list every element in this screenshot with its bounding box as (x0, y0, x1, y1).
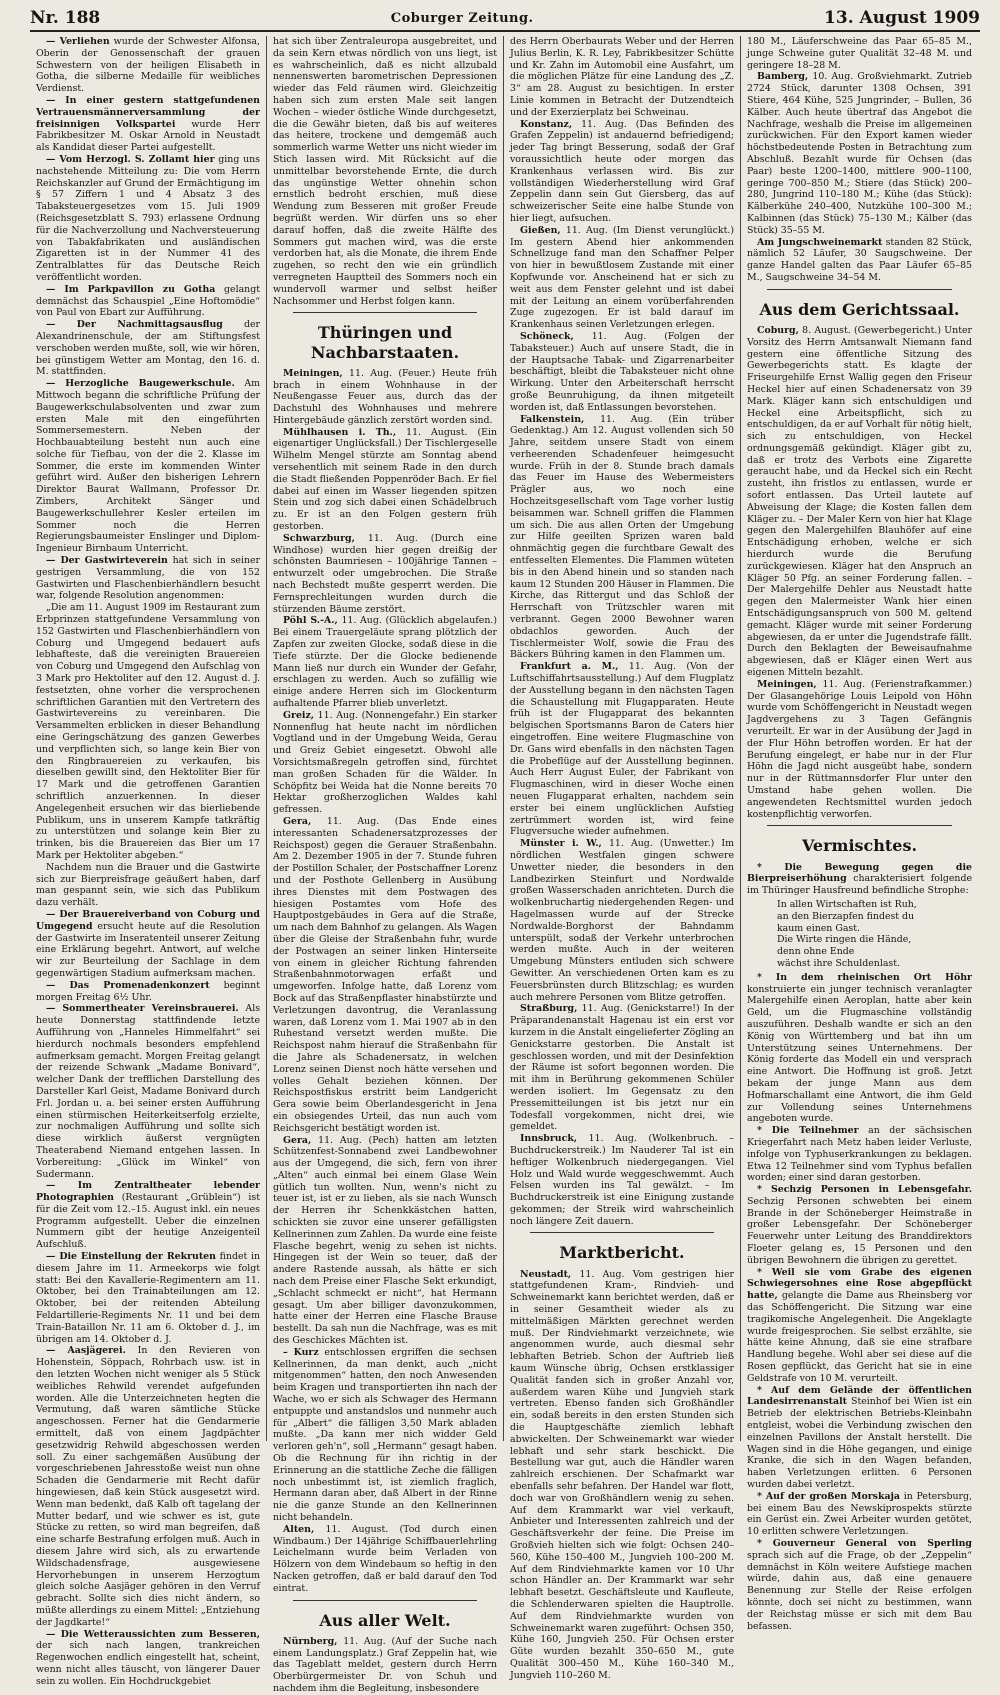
article-text: der sich nach langen, trankreichen Regenwochen endlich eingestellt hat, scheint, wenn nicht alles täuscht, von längerer Dauer sein zu wollen. Ein Hochdruckgebiet (36, 1640, 260, 1687)
article-lead: Falkenstein, (520, 413, 585, 425)
article-paragraph (747, 36, 972, 71)
article-text: 11. Aug. (Im Dienst verunglückt.) Im gestern Abend hier ankommenden Schnellzuge fand man den Schaffner Pelper von hier in bewußtlosem Zustande mit einer Kopfwunde vor. Anscheinend hat er sich zu weit aus dem Fenster gelehnt und ist dabei mit der Leitung an einem vorüberfahrenden Zuge zugezogen. Er ist bald darauf im Krankenhaus seinen Verletzungen erlegen. (510, 224, 734, 331)
article-paragraph (273, 427, 497, 533)
article-lead: — Herzogliche Baugewerkschule. (46, 378, 235, 390)
article-text: der Alexandrinenschule, der am Stiftungsfest verschoben werden mußte, soll, wie wir hören, bei günstigem Wetter am Montag, den 16. d. M. stattfinden. (36, 319, 260, 378)
article-lead: Coburg, (757, 324, 799, 336)
article-text: ersucht heute auf die Resolution der Gastwirte im Inseratenteil unserer Zeitung eine Erklärung begehrt. Antwort, auf welche wir zur Beurteilung der Sachlage in dem gegenwärtigen Stadium aufmerksam machen. (36, 920, 260, 979)
article-paragraph (36, 95, 260, 154)
article-text: 11. Aug. (Ferienstrafkammer.) Der Glasangehörige Louis Leipold von Höhn wurde vom Schöffengericht in Neustadt wegen Jagdvergehens zu 3 Tagen Gefängnis verurteilt. Er war in der Ausübung der Jagd in der Flur Höhn betroffen worden. Er hat der Berufung eingelegt, er habe nur in der Flur Höhn die Jagd nicht ausgeübt habe, sondern nur in der Rüttmannsdorfer Flur unter den Umstand habe gehen wollen. Die angewendeten Rechtsmittel wurden jedoch kostenpflichtig verworfen. (747, 678, 972, 820)
article-text: 11. Aug. (Durch eine Windhose) wurden hier gegen dreißig der schönsten Baumriesen – 100jährige Tannen – entwurzelt oder umgebrochen. Die Straße nach Bechstedt mußte gesperrt werden. Die Fernsprechleitungen wurden durch die stürzenden Bäume zerstört. (273, 532, 497, 615)
section-heading: Marktbericht. (559, 1243, 685, 1263)
article-paragraph (36, 154, 260, 284)
section-rule (767, 825, 952, 826)
article-text: wurde Herr Fabrikbesitzer M. Oskar Arnold in Neustadt als Kandidat dieser Partei aufgestellt. (36, 118, 260, 154)
section-rule (293, 312, 477, 313)
article-text: 11. Aug. (Das Befinden des Grafen Zeppelin) ist andauernd befriedigend; jeder Tag bringt Besserung, sodaß der Graf voraussichtlich heute oder morgen das Krankenhaus verlassen wird. Bis zur vollständigen Wiederherstellung wird Graf Zeppelin dann sein Gut Giersberg, das auf schweizerischer Seite eine halbe Stunde von hier liegt, aufsuchen. (510, 118, 734, 224)
article-lead: — Vom Herzogl. S. Zollamt hier (46, 153, 215, 165)
article-paragraph (273, 710, 497, 816)
article-lead: Frankfurt a. M., (520, 661, 619, 673)
columns (30, 36, 980, 1694)
poem-line: wächst ihre Schuldenlast. (777, 957, 900, 969)
article-text: 11. Aug. Vom gestrigen hier stattgefundenen Kram-, Rindvieh- und Schweinemarkt kann berichtet werden, daß er in seiner Gesamtheit wieder als zu mittelmäßigen Märkten gerechnet werden muß. Der Rindviehmarkt verzeichnete, wie angenommen wurde, auch diesmal sehr lebhaften Betrieb. Schon der Auftrieb ließ kaum Wünsche übrig, Ochsen erstklassiger Qualität fanden sich in großer Anzahl vor, außerdem waren Kühe und Jungvieh stark vertreten. Ebenso fanden sich Großhändler ein, sodaß bereits in den ersten Stunden sich die Hauptgeschäfte ziemlich lebhaft abwickelten. Der Schweinemarkt war wieder lebhaft und sehr stark beschickt. Die Bestellung war gut, auch die Händler waren zahlreich erschienen. Der Schafmarkt war ebenfalls sehr befahren. Der Handel war flott, doch war von Großhändlern wenig zu sehen. Auf dem Krammarkt war viel verkauft, Anbieter und Interessenten zahlreich und der Geschäftsverkehr der feine. Die Preise im Großvieh hielten sich wie folgt: Ochsen 240–560, Kühe 150–400 M., Jungvieh 100–200 M. Auf dem Rindviehmarkte kamen vor 10 Uhr schon Händler an. Der Krammarkt war sehr lebhaft besetzt. Geschäftsleute und Kaufleute, die Schlenderwaren spielten die Hauptrolle. Auf dem Rindviehmarkte wurden von Schweinemarkt waren zugeführt: Ochsen 350, Kühe 160, Jungvieh 250. Für Ochsen erster Güte wurden bezahlt 350–650 M., gute Qualität 300–450 M., Kühe 160–340 M., Jungvieh 110–260 M. (510, 1268, 734, 1681)
article-text: 11. Aug. (Folgen der Tabaksteuer.) Auch auf unsere Stadt, die in der Hauptsache Tabak- und Zigarrenarbeiter beschäftigt, bleibt die Tabaksteuer nicht ohne Wirkung. Unter den Arbeiterschaft herrscht große Beunruhigung, da ihnen mitgeteilt worden ist, daß Entlassungen bevorstehen. (510, 330, 734, 413)
article-text: findet in diesem Jahre im 11. Armeekorps wie folgt statt: Bei den Kavallerie-Regimentern am 11. Oktober, bei den Trainabteilungen am 12. Oktober, bei der reitenden Abteilung Feldartillerie-Regiments Nr. 11 und bei dem Train-Bataillon Nr. 11 am 6. Oktober d. J., im übrigen am 14. Oktober d. J. (36, 1251, 260, 1345)
article-lead: Alten, (283, 1523, 315, 1535)
article-text: Sechzig Personen schwebten bei einem Brande in der Schöneberger Heimstraße in großer Lebensgefahr. Der Schöneberger Feuerwehr unter Leitung des Branddirektors Floeter gelang es, 15 Personen und den übrigen Bewohnern die übrigen zu gerettet. (747, 1195, 972, 1266)
article-paragraph (273, 368, 497, 427)
column-4 (741, 36, 978, 1632)
article-text: Steinhof bei Wien ist ein Betrieb der elektrischen Betriebs-Kleinbahn entgleist, wobei die Verbindung zwischen den einzelnen Pavillons der Anstalt herstellt. Die Wagen sind in die Höhe gegangen, und einige Kranke, die sich in den Wagen befanden, haben Verletzungen erlitten. 6 Personen wurden dabei verletzt. (747, 1396, 972, 1491)
article-lead: Meiningen, (757, 678, 817, 690)
article-text: gelangte die Dame aus Rheinsberg vor das Schöffengericht. Die Sitzung war eine tragikomische Angelegenheit. Die Angeklagte wurde freigesprochen. Sie selbst erzählte, sie hätte keine Ahnung, daß sie eine strafbare Handlung begehe. Wohl aber sei diese auf die Rosen gepflückt, das Gericht hat sie in eine Geldstrafe von 10 M. verurteilt. (747, 1290, 972, 1384)
article-paragraph (36, 36, 260, 95)
poem-line: Die Wirte ringen die Hände, (777, 934, 912, 946)
article-text: des Herrn Oberbaurats Weber und der Herren Julius Berlin, K. R. Ley, Fabrikbesitzer Schütte und Kr. Zahn im Automobil eine Ausfahrt, um die möglichen Plätze für eine Landung des „Z. 3“ am 28. August zu besichtigen. In erster Linie kommen in Betracht der Dutzendteich und der Exerzierplatz bei Schweinau. (510, 36, 734, 118)
article-lead: — Aasjägerei. (46, 1345, 126, 1357)
column-2 (267, 36, 504, 1694)
article-text: in Petersburg, bei einem Bau des Newskiprospekts stürzte ein Gerüst ein. Zwei Arbeiter wurden getötet, 10 erlitten schwere Verletzungen. (747, 1490, 972, 1538)
article-text: wurde der Schwester Alfonsa, Oberin der Genossenschaft der grauen Schwestern von der heiligen Elisabeth in Gotha, die silberne Medaille für weibliches Verdienst. (36, 36, 260, 95)
article-paragraph (273, 1524, 497, 1595)
article-text: 11. Aug. (Von der Luftschiffahrtsausstellung.) Auf dem Flugplatz der Ausstellung begann in den nächsten Tagen die Schaustellung mit Flugapparaten. Heute früh ist der Flugapparat des bekannten belgischen Sportsmanns Baron de Caters hier eingetroffen. Eine weitere Flugmaschine von Dr. Gans wird ebenfalls in den nächsten Tagen die Probeflüge auf der Ausstellung beginnen. Auch Herr August Euler, der Fabrikant von Flugmaschinen, wird in dieser Woche einen neuen Flugapparat erhalten, nachdem sein erster bei einem unglücklichen Aufstieg zertrümmert worden ist, wird feine Flugversuche wieder aufnehmen. (510, 661, 734, 838)
article-lead: Gera, (283, 815, 312, 827)
article-lead: — Der Nachmittagsausflug (46, 319, 223, 331)
article-paragraph (510, 661, 734, 838)
article-lead: Greiz, (283, 709, 315, 721)
article-lead: — Verliehen (46, 36, 110, 47)
article-paragraph (747, 71, 972, 236)
article-lead: * Die Bewegung gegen die Bierpreiserhöhung (747, 861, 972, 885)
article-paragraph (747, 1385, 972, 1491)
article-lead: Nürnberg, (283, 1635, 338, 1647)
article-lead: — In einer gestern stattgefundenen Vertrauensmännerversammlung der freisinnigen Volkspartei (36, 94, 260, 130)
section-heading: Thüringen und Nachbarstaaten. (310, 323, 460, 362)
article-paragraph (36, 555, 260, 602)
article-text: charakterisiert folgende im Thüringer Hausfreund befindliche Strophe: (747, 873, 972, 897)
article-paragraph (36, 862, 260, 909)
article-paragraph (273, 1347, 497, 1524)
article-lead: * In dem rheinischen Ort Höhr (757, 971, 972, 983)
article-text: sprach sich auf die Frage, ob der „Zeppelin“ demnächst in Köln weitere Aufstiege machen würde, dahin aus, daß eine genauere Benennung zur Stelle der Reise erfolgen könnte, doch sei nicht zu bestimmen, wann der Reichstag müsse er sich mit dem Bau befassen. (747, 1549, 972, 1632)
article-paragraph (36, 1629, 260, 1688)
article-text: entschlossen ergriffen die sechsen Kellnerinnen, da man denkt, auch „nicht mitgenommen“ hatten, den noch Anwesenden beim Kragen und transportierten ihn nach der Wache, wo er sich als Schwager des Hermann entpuppte und anstandslos und nunmehr auch für „Albert“ die fälligen 3,50 Mark abladen mußte. „Da kann mer nich widder Geld verloren geh'n“, soll „Hermann“ gesagt haben. Ob die Rechnung für ihn richtig in der Erinnerung an die stattliche Zeche die fälligen noch unbestimmt ist, ist ziemlich fraglich, Hermann daran aber, daß Albert in der Rinne nie die ganze Stunde an den Kellnerinnen nicht behandeln. (273, 1346, 497, 1523)
article-lead: Schöneck, (520, 330, 574, 342)
article-lead: Mühlhausen i. Th., (283, 426, 397, 438)
article-text: an der sächsischen Kriegerfahrt nach Metz haben leider Verluste, infolge von Typhuserkrankungen zu beklagen. Etwa 12 Teilnehmer sind vom Typhus befallen worden; einer sind daran gestorben. (747, 1125, 972, 1184)
article-text: 11. Aug. (Pech) hatten am letzten Schützenfest-Sonnabend zwei Landbewohner aus der Umgegend, die sich, fern von ihrer „Alten“ auch einmal bei einem Glase Wein gütlich tun wollten. Nun, wenn's nicht zu teuer ist, ist er zu lieben, als sie nach Wunsch der Herren ihr Schenkkästchen hatten, schickten sie zuvor eine unserer gefälligsten Kellnerinnen zum Zahlen. Da wurde eine feiste Flasche begehrt, wenig zu sehen ist nichts. Hingegen ist der Wein so teuer, daß der andere Rastende aussah, als hätte er sich nach dem Preise einer Flasche Sekt erkundigt, „Schlacht schmeckt er nicht“, hat Hermann gesagt. Um aber billiger davonzukommen, hatte einer der Herren eine Flasche Brause bestellt. Da sah nun die Nachfrage, was es mit des Geschickes Mächten ist. (273, 1134, 497, 1347)
masthead (30, 6, 980, 32)
article-lead: — Im Zentraltheater lebender Photographien (36, 1180, 260, 1204)
article-paragraph (747, 972, 972, 1125)
article-paragraph (273, 36, 497, 307)
article-lead: — Im Parkpavillon zu Gotha (46, 283, 216, 295)
poem-line: In allen Wirtschaften ist Ruh, (777, 898, 917, 910)
article-lead: Straßburg, (520, 1003, 578, 1015)
article-paragraph (36, 1345, 260, 1628)
article-lead: Gießen, (520, 224, 561, 236)
section-heading: Aus dem Gerichtssaal. (759, 299, 960, 319)
article-paragraph (36, 909, 260, 980)
article-text: hat sich über Zentraleuropa ausgebreitet, und da sein Kern etwas nördlich von uns liegt, ist es wahrscheinlich, daß es nicht allzubald nennenswerten barometrischen Depressionen wieder das Feld räumen wird. Gleichzeitig haben sich zum ersten Male seit langen Wochen – wieder östliche Winde durchgesetzt, die die Gewähr bieten, daß bis auf weiteres das heitere, trockene und demgemäß auch sommerlich warme Wetter uns nicht wieder im Stich lassen wird. Mit Rücksicht auf die unmittelbar bevorstehende Ernte, die durch das ungünstige Wetter ohnehin schon ernstlich bedroht erschien, muß diese Wendung zum Besseren mit großer Freude begrüßt werden. Wir dürfen uns so eher darauf hoffen, daß die zweite Hälfte des Sommers gut machen wird, was die erste verdorben hat, als die Monate, die ihrem Ende zugehen, so recht den wie ein gründlich verregneten Hauptteil des Sommers noch ein wundervoll warmer und selbst heißer Nachsommer und Herbst folgen kann. (273, 36, 497, 307)
article-text: „Die am 11. August 1909 im Restaurant zum Erbprinzen stattgefundene Versammlung von 152 Gastwirten und Flaschenbierhändlern von Coburg und Umgegend bedauert aufs lebhafteste, daß die vereinigten Brauereien von Coburg und Umgegend den Aufschlag von 3 Mark pro Hektoliter auf den 12. August d. J. festsetzten, ohne vorher die versprochenen schriftlichen Garantien mit den Vertretern des Gastwirtevereins zu vereinbaren. Die Versammelten erblicken in dieser Behandlung eine Geringschätzung des ganzen Gewerbes und verpflichten sich, so lange kein Bier von den Ringbrauereien zu verkaufen, bis dieselben gewillt sind, den Hektoliter Bier für 17 Mark und die getroffenen Garantien schriftlich anzuerkennen. In dieser Angelegenheit ersuchen wir das bierliebende Publikum, uns in unserem Kampfe tatkräftig zu unterstützen und solange kein Bier zu trinken, bis die Brauereien das Bier um 17 Mark per Hektoliter abgeben.“ (36, 602, 260, 861)
article-lead: Konstanz, (520, 118, 573, 130)
article-paragraph (747, 325, 972, 679)
article-paragraph (747, 1184, 972, 1267)
article-text: 8. August. (Gewerbegericht.) Unter Vorsitz des Herrn Amtsanwalt Niemann fand gestern eine öffentliche Sitzung des Gewerbegerichts statt. Es klagte der Friseurgehilfe Ernst Wallig gegen den Friseur Heckel hier auf einen Schadenersatz von 39 Mark. Kläger kann sich entschuldigen und Heckel eine Arbeitspflicht, sich zu entschuldigen, da er auf Vorhalt für nötig hielt, sich zu entschuldigen, von Heckel ordnungsgemäß gekündigt. Kläger gibt zu, daß er trotz des Verbots eine Zigarette geraucht habe, und da Heckel sich ein Recht zusteht, ihn fristlos zu entlassen, wurde er sofort entlassen. Das Urteil lautete auf Abweisung der Klage; die Kosten fallen dem Kläger zu. – Der Maler Kern von hier hat Klage gegen den Malergehilfen Blauhöfer auf eine Entschädigung erhoben, welche er sich hierdurch wurde die Berufung zurückgewiesen. Kläger hat den Anspruch an Kläger 50 Pfg. an seiner Forderung fallen. – Der Malergehilfe Dehler aus Neustadt hatte gegen den Malermeister Wank hier einen Entschädigungsanspruch von 500 M. geltend gemacht. Kläger wurde mit seiner Forderung abgewiesen, da er unter die Jugendstrafe fällt. Durch den Beklagten der Beweisaufnahme abgewiesen, daß er Kläger einen Wert aus eigenen Mitteln bezahlt. (747, 324, 972, 679)
poem-line: kaum einen Gast. (777, 922, 860, 934)
article-paragraph (747, 862, 972, 897)
article-paragraph (36, 1180, 260, 1251)
article-lead: — Das Promenadenkonzert (46, 979, 210, 991)
article-paragraph (747, 1125, 972, 1184)
article-text: Nachdem nun die Brauer und die Gastwirte sich zur Bierpreisfrage geäußert haben, darf man gespannt sein, wie sich das Publikum dazu verhält. (36, 861, 260, 909)
article-lead: * Weil sie vom Grabe des eigenen Schwiegersohnes eine Rose abgepflückt hatte, (747, 1266, 972, 1302)
article-lead: — Die Wetteraussichten zum Besseren, (46, 1628, 260, 1640)
article-text: 11. Aug. (Wolkenbruch. – Buchdruckerstreik.) Im Nauderer Tal ist ein heftiger Wolkenbruch niedergegangen. Viel Holz und Wald wurde weggeschwemmt. Auch Felsen wurden ins Tal gewälzt. – Im Buchdruckerstreik ist eine Einigung zustande gekommen; der Streik wird wahrscheinlich noch längere Zeit dauern. (510, 1133, 734, 1227)
article-paragraph (36, 1003, 260, 1180)
section-rule (530, 1232, 714, 1233)
article-lead: * Auf dem Gelände der öffentlichen Landesirrenanstalt (747, 1384, 972, 1408)
article-text: Als heute Donnerstag stattfindende letzte Aufführung von „Hanneles Himmelfahrt“ sei hierdurch nochmals besonders empfehlend aufmerksam gemacht. Morgen Freitag gelangt der reizende Schwank „Madame Bonivard“, welcher Dank der trefflichen Darstellung des Darsteller Karl Geist, Madame Bonivard durch Frl. Jordan u. a. bei seiner ersten Aufführung einen stürmischen Heiterkeitserfolg erzielte, zur nochmaligen Aufführung und sollte sich diese wirklich äußerst vergnügten Theaterabend Niemand entgehen lassen. In Vorbereitung: „Glück im Winkel“ von Sudermann. (36, 1003, 261, 1180)
poem (777, 899, 972, 970)
article-lead: Bamberg, (757, 71, 809, 83)
section-heading: Aus aller Welt. (319, 1610, 451, 1630)
article-text: hat sich in seiner gestrigen Versammlung, die von 152 Gastwirten und Flaschenbierhändlern besucht war, folgende Resolution angenommen: (36, 555, 261, 602)
article-paragraph (273, 615, 497, 709)
article-paragraph (747, 237, 972, 284)
article-lead: * Gouverneur General von Sperling (757, 1538, 972, 1549)
article-paragraph (510, 225, 734, 331)
section-rule (293, 1600, 477, 1601)
article-text: 11. Aug. (Auf der Suche nach einem Landungsplatz.) Graf Zeppelin hat, wie das Tageblatt meldet, gestern durch Herrn Oberbürgermeister Dr. von Schuh und nachdem ihm die Begleitung, insbesondere (273, 1635, 497, 1694)
article-text: konstruierte ein junger technisch veranlagter Malergehilfe einen Aeroplan, hatte aber kein Geld, um die Flugmaschine vollständig auszuführen. Deshalb wandte er sich an den König von Württemberg und bat ihn um Unterstützung seines Unternehmens. Der König forderte das Modell ein und versprach eine Antwort. Die Hoffnung ist groß. Jetzt bekam der junge Mann aus dem Hofmarschallamt eine Antwort, die ihm Geld zur Vollendung seines Unternehmens angeboten wurde. (747, 983, 972, 1125)
article-paragraph (273, 816, 497, 1135)
section-rule (767, 289, 952, 290)
article-paragraph (36, 1251, 260, 1345)
article-lead: Pöhl S.-A., (283, 615, 338, 627)
article-paragraph (36, 319, 260, 378)
article-text: 11. Aug. (Ein trüber Gedenktag.) Am 12. August vollenden sich 50 Jahre, seitdem unsere Stadt von einem verheerenden Schadenfeuer heimgesucht wurde. Früh in der 8. Stunde brach damals das Feuer im Hause des Webermeisters Prägler aus, wo noch eine Hochzeitsgesellschaft vom Tage vorher lustig beisammen war. Schnell griffen die Flammen um sich. Die aus allen Orten der Umgebung zur Hilfe geeilten Sprizen waren bald ohnmächtig gegen die furchtbare Gewalt des entfesselten Elementes. Die Flammen wüteten bis in den Abend hinein und so standen nach kaum 12 Stunden 200 Häuser in Flammen. Die Kirche, das Rittergut und das Schloß der Herrschaft von Trützschler waren mit verbrannt. Gegen 2000 Bewohner waren obdachlos geworden. Auch der Tischlermeister Wolf, sowie die Frau des Bäckers Bühring kamen in den Flammen um. (510, 413, 734, 661)
article-text: Am Mittwoch begann die schriftliche Prüfung der Baugewerkschulabsolventen und zwar zum ersten Male mit den eingeführten Sommersemestern. Neben der Hochbauabteilung besteht nun auch eine solche für Tiefbau, von der die 2. Klasse im Sommer, die erste im kommenden Winter geführt wird. Außer den bisherigen Lehrern Direktor Baurat Wallmann, Professor Dr. Zimbers, Architekt Sänger und Baugewerkschullehrer Kesler erteilen im Sommer noch die Herren Regierungsbaumeister Enslinger und Diplom-Ingenieur Birnbaum Unterricht. (36, 378, 260, 555)
paper-title: Coburger Zeitung. (390, 10, 534, 26)
article-lead: * Auf der großen Morskaja (757, 1490, 900, 1502)
article-text: beginnt morgen Freitag 6½ Uhr. (36, 979, 260, 1003)
issue-number: Nr. 188 (30, 8, 101, 28)
poem-line: an den Bierzapfen findest du (777, 910, 915, 922)
article-text: ging uns nachstehende Mitteilung zu: Die vom Herrn Reichskanzler auf Grund der Ermächtigung im § 57 Ziffern 1 und 4 Absatz 3 des Tabaksteuergesetzes vom 15. Juli 1909 (Reichsgesetzblatt S. 793) erlassene Ordnung für die Nachverzollung und Nachversteuerung von Tabakfabrikaten und ausländischen Zigaretten ist in der Nummer 41 des Zentralblattes für das Deutsche Reich veröffentlicht worden. (36, 153, 260, 283)
article-paragraph (747, 1491, 972, 1538)
article-lead: — Der Gastwirteverein (46, 555, 168, 567)
issue-date: 13. August 1909 (824, 8, 980, 28)
article-text: 11. August. (Tod durch einen Windbaum.) Der 14jährige Schiffbauerlehrling Leichelmann wurde beim Verladen von Hölzern von dem Windebaum so heftig in den Nacken getroffen, daß er bald darauf den Tod eintrat. (273, 1523, 497, 1594)
article-lead: – Kurz (283, 1346, 319, 1358)
article-text: In den Revieren von Hohenstein, Söppach, Rohrbach usw. ist in den letzten Wochen nicht weniger als 5 Stück weibliches Rehwild verendet aufgefunden worden. Alle die Unterzeichneten hegten die Vermutung, daß waren sämtliche Stücke angeschossen. Ferner hat die Gendarmerie ermittelt, daß von einem Jagdpächter gesetzwidrig Rehwild abgeschossen werden soll. Zu einer sachgemäßen Ausübung der vorgeschriebenen Jahresstoße weist nun ohne Schaden die Gendarmerie mit Recht dafür hingewiesen, daß kein Stück ausgesetzt wird. Wenn man bedenkt, daß Kalb oft tagelang der Mutter bedarf, und wie schwer es ist, gute Stücke zu retten, so wird man begreifen, daß eine scharfe Bestrafung erfolgen muß. Auch in diesem Jahre wird sich, als zu erwartende Wildschadensfrage, ausgewiesene Hervorhebungen in unserem Herzogtum gleich solche Aasjäger gehören in den Verruf gebracht. Sollte sich dies nicht ändern, so müßte allerdings zu einem Mittel: „Entziehung der Jagdkarte!“ (36, 1345, 261, 1628)
article-text: 10. Aug. Großviehmarkt. Zutrieb 2724 Stück, darunter 1308 Ochsen, 391 Stiere, 464 Kühe, 525 Jungrinder, – Bullen, 36 Kälber. Auch heute übertraf das Angebot die Nachfrage, weshalb die Preise im allgemeinen zurückwichen. Für den Export kamen wieder höchstbedeutende Posten in Betrachtung zum Abschluß. Bezahlt wurde für Ochsen (das Paar) beste 1200–1400, mittlere 900–1100, geringe 700–850 M.; Stiere (das Stück) 200–280, Jungrind 110–180 M.; Kühe (das Stück): Kälberkühe 240–400, Nutzkühe 100–300 M.; Kalbinnen (das Stück) 75–130 M.; Kälber (das Stück) 35–55 M. (747, 71, 972, 236)
article-paragraph (36, 284, 260, 319)
article-paragraph (747, 679, 972, 821)
article-paragraph (510, 119, 734, 225)
article-paragraph (273, 533, 497, 616)
poem-line: denn ohne Ende (777, 946, 855, 958)
article-paragraph (36, 980, 260, 1004)
article-paragraph (510, 1269, 734, 1682)
article-text: 11. August. (Ein eigenartiger Unglücksfall.) Der Tischlergeselle Wilhelm Mengel stürzte am Sonntag abend versehentlich mit seinem Rade in den durch die Stadt fließenden Poppenröder Bach. Er fiel dabei auf einen im Wasser liegenden spitzen Stein und zog sich dabei einen Schädelbruch zu. Er ist an den Folgen gestern früh gestorben. (273, 426, 497, 533)
article-lead: Münster i. W., (520, 838, 602, 850)
article-lead: — Der Brauereiverband von Coburg und Umgegend (36, 908, 260, 932)
article-text: 11. Aug. (Feuer.) Heute früh brach in einem Wohnhause in der Neußengasse Feuer aus, durch das der Dachstuhl des Wohnhauses und mehrere Hintergebäude gänzlich zerstört worden sind. (273, 367, 497, 426)
article-text: standen 82 Stück, nämlich 52 Läufer, 30 Saugschweine. Der ganze Handel galten das Paar Läufer 65–85 M., Saugschweine 34–54 M. (747, 236, 972, 283)
article-lead: Schwarzburg, (283, 532, 355, 544)
article-paragraph (273, 1636, 497, 1695)
article-text: 11. Aug. (Glücklich abgelaufen.) Bei einem Trauergeläute sprang plötzlich der Zapfen zur zweiten Glocke, sodaß diese in die Tiefe stürzte. Der die Glocke bedienende Mann ließ nur durch ein Wunder der Gefahr, erschlagen zu werden. Auch so zufällig wie einige andere Herren sich im Glockenturm aufhaltende Pfarrer blieb unverletzt. (273, 615, 497, 710)
article-paragraph (510, 1003, 734, 1133)
article-paragraph (510, 414, 734, 662)
article-lead: * Sechzig Personen in Lebensgefahr. (757, 1184, 972, 1196)
article-lead: Am Jungschweinemarkt (757, 236, 883, 248)
article-lead: — Die Einstellung der Rekruten (46, 1251, 216, 1263)
article-text: gelangt demnächst das Schauspiel „Eine Hoftomödie“ von Paul von Ebart zur Aufführung. (36, 283, 260, 319)
article-lead: Innsbruck, (520, 1133, 578, 1145)
article-text: 11. Aug. (Das Ende eines interessanten Schadenersatzprozesses der Reichspost) gegen die Gerauer Straßenbahn. Am 2. Dezember 1905 in der 7. Stunde fuhren der Postillon Schaler, der Postschaffner Lorenz und der Posthote Gellenberg in Ausübung ihres Dienstes mit dem Postwagen des hiesigen Postamtes vom Hofe des Hauptpostgebäudes in Gera auf die Straße, um nach dem Bahnhof zu gelangen. Als Wagen über die Gleise der Straßenbahn fuhr, wurde der Postwagen an seiner linken Hinterseite von einem in gleicher Richtung fahrenden Straßenbahnmotorwagen erfaßt und umgeworfen. Infolge hatte, daß Lorenz vom Bock auf das Straßenpflaster hinabstürzte und Verletzungen davontrug, die Veranlassung waren, daß Lorenz vom 1. Mai 1907 ab in den Ruhestand versetzt werden mußte. Die Reichspost nahm hierauf die Straßenbahn für die Jahre als Schadenersatz, in welchen Lorenz seinen Dienst noch hätte versehen und volles Gehalt beziehen können. Der Reichspostfiskus erstritt beim Landgericht Gera sowie beim Oberlandesgericht in Jena ein obsiegendes Urteil, das nun auch vom Reichsgericht bestätigt worden ist. (273, 815, 497, 1134)
article-lead: * Die Teilnehmer (757, 1125, 859, 1137)
article-paragraph (510, 1133, 734, 1227)
section-heading: Vermischtes. (801, 836, 918, 856)
column-1 (30, 36, 267, 1687)
article-lead: Neustadt, (520, 1268, 572, 1280)
article-paragraph (36, 378, 260, 555)
article-lead: Gera, (283, 1134, 312, 1146)
article-text: 11. Aug. (Unwetter.) Im nördlichen Westfalen gingen schwere Unwetter nieder, die besonders in den Landbezirken Steinfurt und Nordwalde großen Wasserschaden anrichteten. Durch die wolkenbruchartig niedergehenden Regen- und Hagelmassen wurde auf der Strecke Nordwalde-Borghorst der Bahndamm unterspült, sodaß der Verkehr unterbrochen werden mußte. Auch in der weiteren Umgebung Münsters entluden sich schwere Gewitter. An verschiedenen Orten kam es zu Feuersbrünsten durch Blitzschlag; es wurden auch mehrere Personen vom Blitze getroffen. (510, 838, 734, 1003)
article-paragraph (510, 36, 734, 119)
column-3 (504, 36, 741, 1681)
article-paragraph (510, 838, 734, 1003)
article-text: 180 M., Läuferschweine das Paar 65–85 M., junge Schweine guter Qualität 32–48 M. und geringere 18–28 M. (747, 36, 972, 71)
article-text: (Restaurant „Grüblein“) ist für die Zeit vom 12.–15. August inkl. ein neues Programm aufgestellt. Ueber die einzelnen Nummern gibt der heutige Anzeigenteil Aufschluß. (36, 1192, 260, 1251)
article-paragraph (273, 1135, 497, 1347)
article-paragraph (510, 331, 734, 414)
article-text: 11. Aug. (Nonnengefahr.) Ein starker Nonnenflug hat heute nacht im nördlichen Vogtland und in der Umgebung Weida, Gerau und Greiz Gebiet eingesetzt. Obwohl alle Vorsichtsmaßregeln getroffen sind, fürchtet man großen Schaden für die Wälder. In Schöpfitz bei Weida hat die Nonne bereits 70 Hektar großherzoglichen Waldes kahl gefressen. (273, 709, 497, 816)
article-lead: Meiningen, (283, 367, 343, 379)
article-paragraph (747, 1267, 972, 1385)
article-paragraph (36, 602, 260, 862)
article-lead: — Sommertheater Vereinsbrauerei. (46, 1003, 239, 1015)
article-text: 11. Aug. (Genickstarre!) In der Präparandenanstalt Hagenau ist ein erst vor kurzem in die Anstalt eingelieferter Zögling an Genickstarre gestorben. Die Anstalt ist geschlossen worden, und mit der Desinfektion der Räume ist sofort begonnen worden. Die mit ihm in Berührung gekommenen Schüler werden isoliert. Im Gegensatz zu den Pressemitteilungen ist bis jetzt nur ein Todesfall vorgekommen, nicht drei, wie gemeldet. (510, 1003, 734, 1133)
article-paragraph (747, 1538, 972, 1632)
